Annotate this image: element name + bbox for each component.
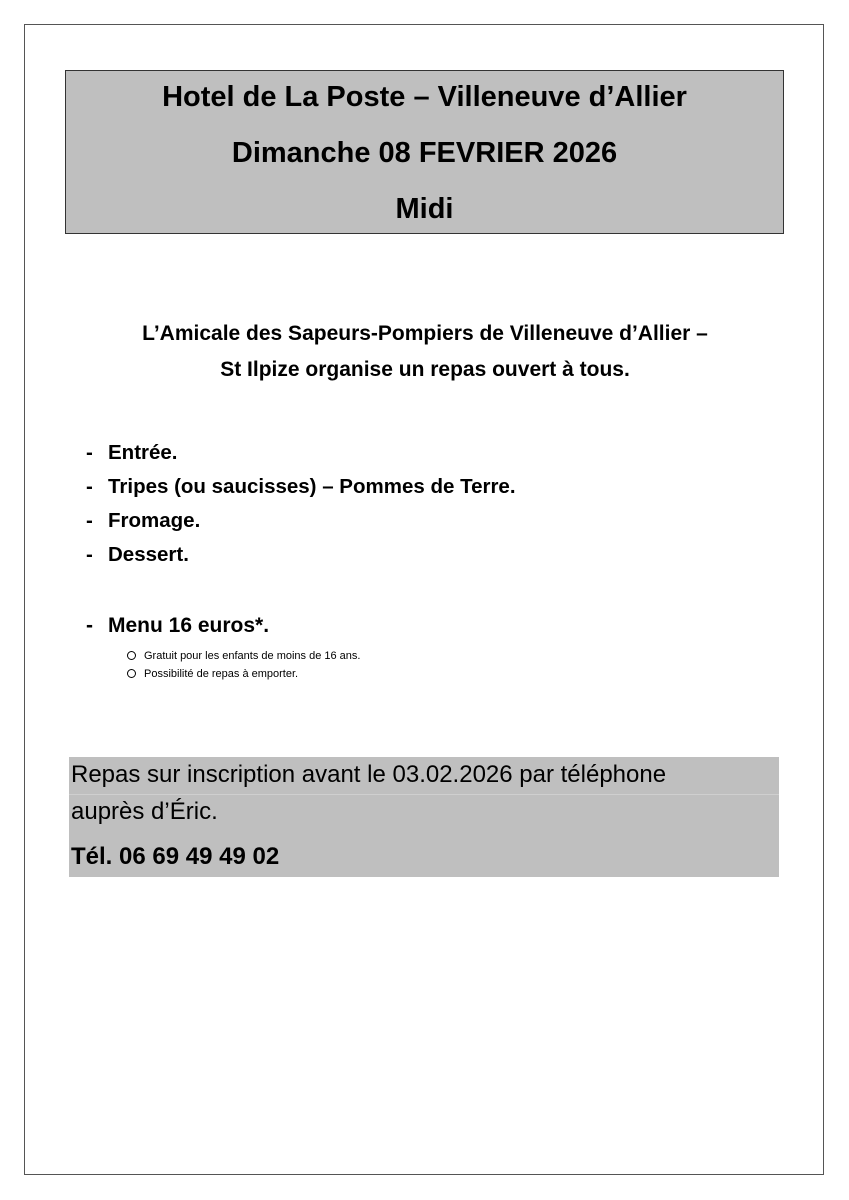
- menu-item-label: Fromage.: [108, 509, 201, 532]
- menu-item: [86, 436, 766, 470]
- menu-price: [86, 609, 486, 643]
- list-dash: -: [86, 509, 93, 532]
- price-note-text: Gratuit pour les enfants de moins de 16 ans.: [144, 650, 361, 662]
- menu-item-label: Dessert.: [108, 543, 189, 566]
- menu-item: [86, 538, 766, 572]
- price-note: [127, 647, 627, 665]
- venue-title: Hotel de La Poste – Villeneuve d’Allier: [162, 81, 687, 113]
- registration-line-2: auprès d’Éric.: [71, 798, 218, 825]
- menu-list: [86, 436, 766, 572]
- event-header-box: [65, 70, 784, 234]
- registration-box: [69, 757, 779, 877]
- registration-line-1: Repas sur inscription avant le 03.02.2026 par téléphone: [71, 761, 667, 788]
- menu-item: [86, 504, 766, 538]
- price-note-text: Possibilité de repas à emporter.: [144, 668, 299, 680]
- list-dash: -: [86, 475, 93, 498]
- menu-item-label: Entrée.: [108, 441, 178, 464]
- menu-price-label: Menu 16 euros*.: [108, 614, 270, 637]
- list-dash: -: [86, 614, 93, 637]
- menu-item: [86, 470, 766, 504]
- circle-bullet-icon: [127, 651, 136, 660]
- event-date: Dimanche 08 FEVRIER 2026: [231, 137, 618, 169]
- list-dash: -: [86, 543, 93, 566]
- circle-bullet-icon: [127, 669, 136, 678]
- phone-number: Tél. 06 69 49 49 02: [71, 843, 280, 870]
- menu-item-label: Tripes (ou saucisses) – Pommes de Terre.: [108, 475, 516, 498]
- intro-line-1: L’Amicale des Sapeurs-Pompiers de Villeneuve d’Allier –: [142, 322, 708, 345]
- price-note: [127, 665, 627, 683]
- list-dash: -: [86, 441, 93, 464]
- event-time: Midi: [395, 193, 454, 225]
- intro-line-2: St Ilpize organise un repas ouvert à tous.: [220, 358, 630, 381]
- price-notes-list: [127, 647, 627, 683]
- intro-paragraph: [60, 316, 790, 388]
